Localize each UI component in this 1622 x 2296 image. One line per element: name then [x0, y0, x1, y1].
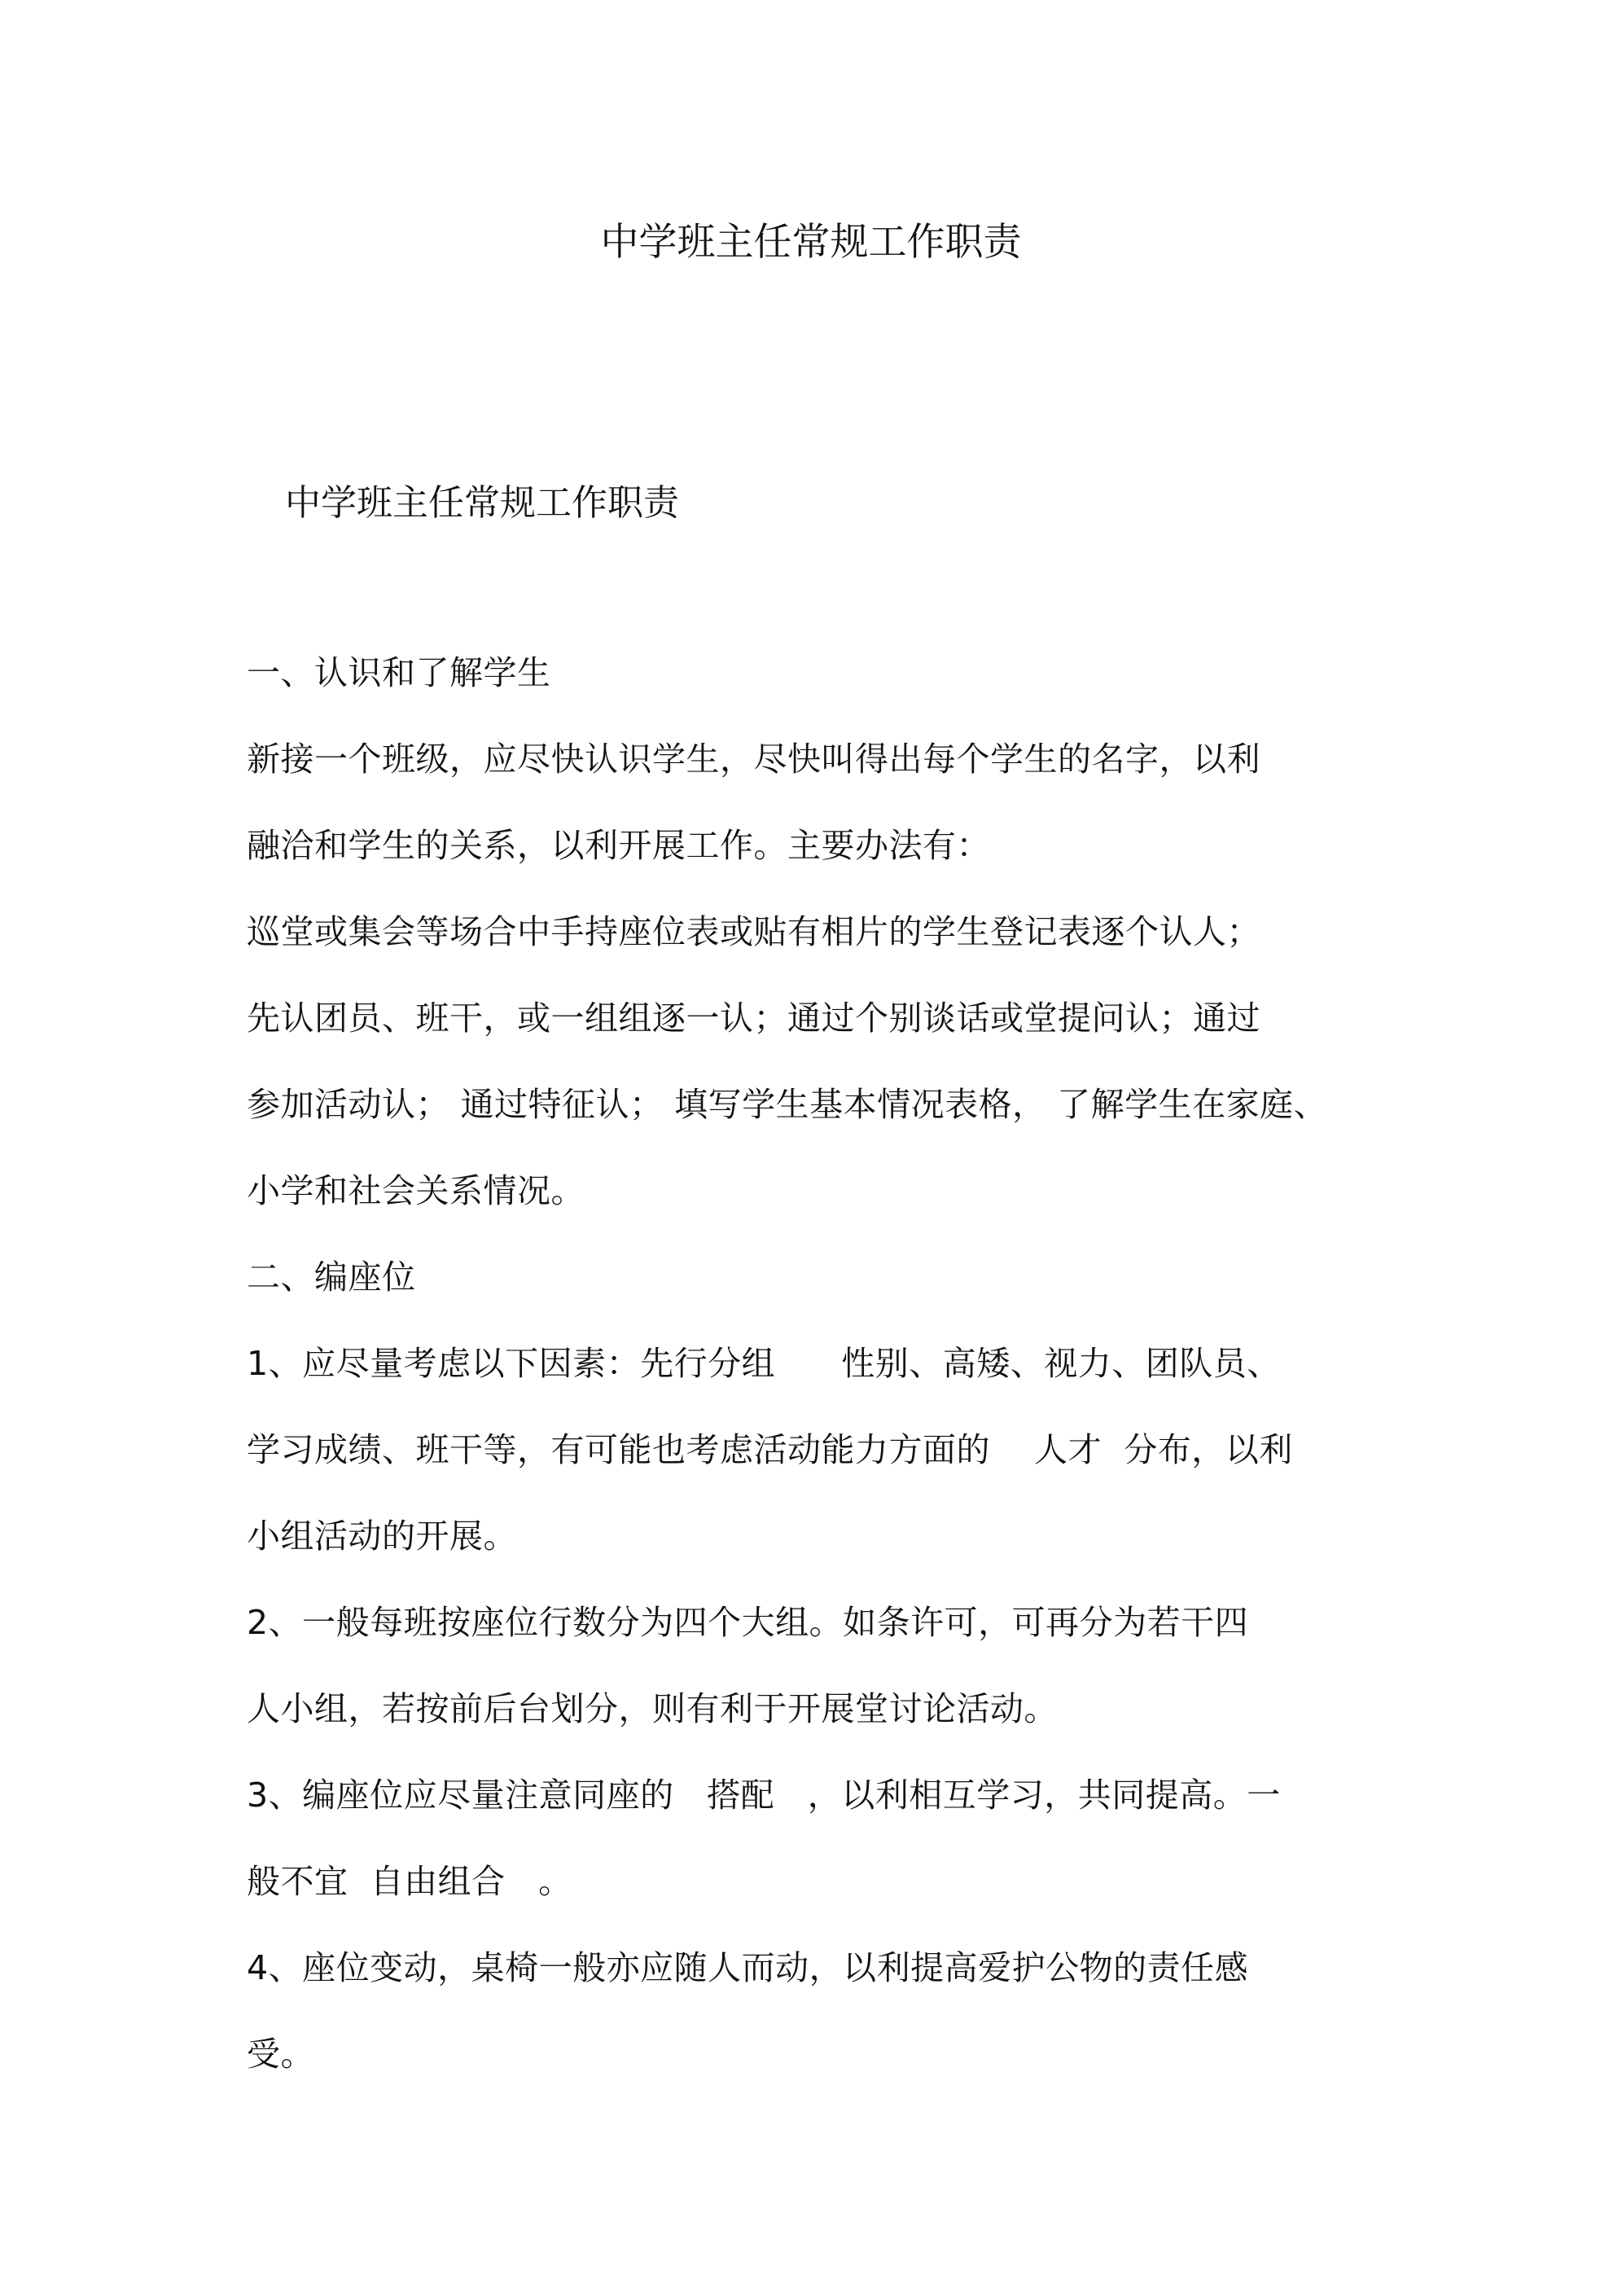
paragraph-line: 新接一个班级，应尽快认识学生，尽快叫得出每个学生的名字，以利	[247, 740, 1260, 779]
paragraph-line: 参加活动认； 通过特征认； 填写学生基本情况表格， 了解学生在家庭、	[247, 1085, 1328, 1124]
paragraph-line: 先认团员、班干，或一组组逐一认；通过个别谈话或堂提问认；通过	[247, 999, 1260, 1038]
paragraph-line: 学习成绩、班干等，有可能也考虑活动能力方面的 人才 分布，以利	[247, 1430, 1293, 1469]
paragraph-line: 人小组，若按前后台划分，则有利于开展堂讨论活动。	[247, 1689, 1058, 1728]
paragraph-line: 融洽和学生的关系，以利开展工作。主要办法有：	[247, 826, 990, 865]
paragraph-line: 小组活动的开展。	[247, 1517, 517, 1556]
section-heading-2: 二、编座位	[247, 1258, 416, 1297]
list-item-2: 2、一般每班按座位行数分为四个大组。如条许可，可再分为若干四	[247, 1603, 1249, 1642]
document-subtitle: 中学班主任常规工作职责	[285, 482, 679, 524]
list-item-4: 4、座位变动，桌椅一般亦应随人而动，以利提高爱护公物的责任感	[247, 1948, 1249, 1987]
paragraph-line: 受。	[247, 2035, 314, 2074]
paragraph-line: 小学和社会关系情况。	[247, 1171, 585, 1210]
paragraph-line: 般不宜 自由组合 。	[247, 1862, 572, 1901]
list-item-3: 3、编座位应尽量注意同座的 搭配 ，以利相互学习，共同提高。一	[247, 1776, 1281, 1815]
paragraph-line: 巡堂或集会等场合中手持座位表或贴有相片的学生登记表逐个认人；	[247, 912, 1260, 951]
section-heading-1: 一、认识和了解学生	[247, 653, 551, 692]
document-title: 中学班主任常规工作职责	[600, 220, 1022, 265]
list-item-1: 1、应尽量考虑以下因素：先行分组 性别、高矮、视力、团队员、	[247, 1344, 1281, 1383]
